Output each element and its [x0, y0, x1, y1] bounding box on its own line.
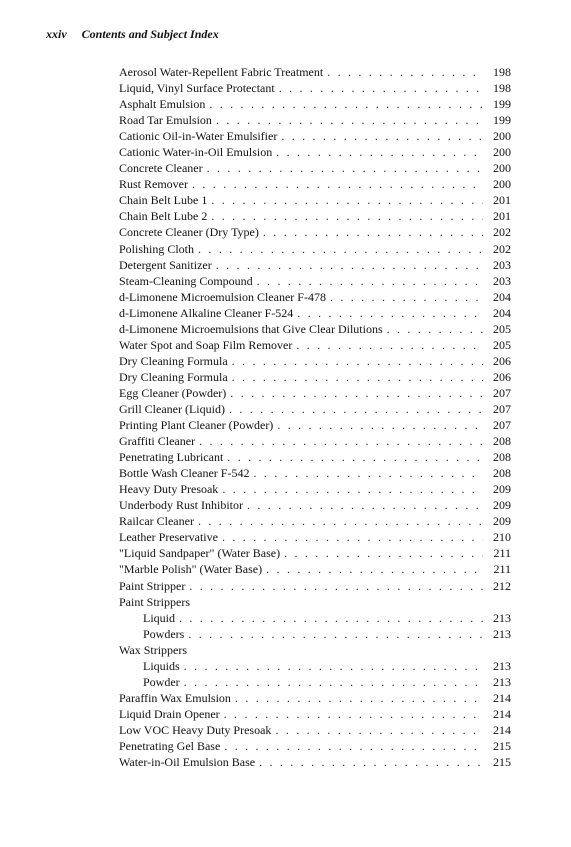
- entry-title: Low VOC Heavy Duty Presoak: [119, 722, 272, 737]
- toc-entry: [119, 706, 511, 722]
- toc-entry: [119, 241, 511, 257]
- dot-leader: [257, 273, 483, 289]
- entry-title: Paraffin Wax Emulsion: [119, 690, 231, 705]
- entry-page-number: 201: [493, 193, 511, 208]
- entry-title: Water-in-Oil Emulsion Base: [119, 755, 256, 770]
- entry-title: Powders: [143, 626, 185, 641]
- entry-page-number: 200: [493, 161, 511, 176]
- entry-page-number: 205: [493, 321, 511, 336]
- entry-page-number: 203: [493, 273, 511, 288]
- dot-leader: [227, 449, 483, 465]
- entry-title: Grill Cleaner (Liquid): [119, 401, 225, 416]
- entry-page-number: 209: [493, 498, 511, 513]
- entry-title: Leather Preservative: [119, 530, 218, 545]
- dot-leader: [253, 465, 483, 481]
- entry-page-number: 201: [493, 209, 511, 224]
- entry-title: Chain Belt Lube 1: [119, 193, 208, 208]
- entry-title: d-Limonene Microemulsions that Give Clear Dilutions: [119, 321, 383, 336]
- entry-page-number: 200: [493, 145, 511, 160]
- toc-entry: [119, 289, 511, 305]
- dot-leader: [216, 257, 483, 273]
- entry-title: "Marble Polish" (Water Base): [119, 562, 263, 577]
- entry-title: d-Limonene Microemulsion Cleaner F-478: [119, 289, 326, 304]
- entry-title: Cationic Oil-in-Water Emulsifier: [119, 129, 278, 144]
- entry-page-number: 213: [493, 658, 511, 673]
- entry-page-number: 213: [493, 610, 511, 625]
- entry-title: Paint Strippers: [119, 594, 190, 609]
- entry-page-number: 209: [493, 514, 511, 529]
- dot-leader: [259, 754, 483, 770]
- entry-page-number: 199: [493, 97, 511, 112]
- dot-leader: [284, 545, 483, 561]
- entry-page-number: 207: [493, 418, 511, 433]
- entry-page-number: 207: [493, 385, 511, 400]
- entry-page-number: 212: [493, 578, 511, 593]
- entry-page-number: 206: [493, 369, 511, 384]
- toc-entry: [119, 353, 511, 369]
- entry-title: Heavy Duty Presoak: [119, 482, 219, 497]
- toc-entry: [119, 257, 511, 273]
- toc-entry: [119, 513, 511, 529]
- entry-title: Cationic Water-in-Oil Emulsion: [119, 145, 273, 160]
- toc-entry: [119, 80, 511, 96]
- dot-leader: [229, 401, 483, 417]
- entry-title: Detergent Sanitizer: [119, 257, 212, 272]
- toc-entry: [119, 561, 511, 577]
- dot-leader: [188, 626, 483, 642]
- entry-page-number: 211: [493, 546, 511, 561]
- toc-entry: [119, 192, 511, 208]
- dot-leader: [179, 610, 483, 626]
- toc-entry: [119, 96, 511, 112]
- entry-page-number: 213: [493, 674, 511, 689]
- dot-leader: [184, 658, 483, 674]
- dot-leader: [279, 80, 483, 96]
- toc-entry: [119, 626, 511, 642]
- contents-list: [119, 64, 511, 770]
- entry-title: Railcar Cleaner: [119, 514, 194, 529]
- toc-entry: [119, 481, 511, 497]
- entry-title: Concrete Cleaner: [119, 161, 203, 176]
- toc-entry: [119, 738, 511, 754]
- toc-entry: [119, 369, 511, 385]
- entry-page-number: 205: [493, 337, 511, 352]
- entry-title: Water Spot and Soap Film Remover: [119, 337, 293, 352]
- dot-leader: [232, 369, 483, 385]
- entry-page-number: 210: [493, 530, 511, 545]
- entry-page-number: 202: [493, 225, 511, 240]
- entry-page-number: 204: [493, 289, 511, 304]
- entry-title: Penetrating Gel Base: [119, 738, 221, 753]
- entry-title: Liquid, Vinyl Surface Protectant: [119, 81, 275, 96]
- entry-title: Egg Cleaner (Powder): [119, 385, 227, 400]
- toc-entry: [119, 144, 511, 160]
- entry-title: Liquids: [143, 658, 180, 673]
- running-header: [46, 27, 219, 42]
- dot-leader: [224, 738, 483, 754]
- dot-leader: [222, 481, 483, 497]
- entry-page-number: 200: [493, 129, 511, 144]
- dot-leader: [198, 241, 483, 257]
- dot-leader: [222, 529, 483, 545]
- dot-leader: [327, 64, 483, 80]
- entry-title: Dry Cleaning Formula: [119, 353, 228, 368]
- entry-title: Asphalt Emulsion: [119, 97, 206, 112]
- entry-page-number: 208: [493, 466, 511, 481]
- dot-leader: [232, 353, 483, 369]
- toc-entry: [119, 401, 511, 417]
- dot-leader: [247, 497, 483, 513]
- dot-leader: [263, 224, 483, 240]
- entry-title: Aerosol Water-Repellent Fabric Treatment: [119, 65, 324, 79]
- entry-title: Wax Strippers: [119, 642, 188, 657]
- entry-title: Chain Belt Lube 2: [119, 209, 208, 224]
- toc-entry: [119, 497, 511, 513]
- entry-page-number: 208: [493, 434, 511, 449]
- toc-entry: [119, 208, 511, 224]
- dot-leader: [211, 208, 483, 224]
- toc-entry: [119, 305, 511, 321]
- entry-title: Penetrating Lubricant: [119, 450, 224, 465]
- toc-entry: [119, 449, 511, 465]
- toc-entry: [119, 273, 511, 289]
- toc-entry: [119, 578, 511, 594]
- dot-leader: [387, 321, 483, 337]
- dot-leader: [296, 337, 483, 353]
- toc-entry: [119, 176, 511, 192]
- toc-entry: [119, 112, 511, 128]
- toc-entry: [119, 64, 511, 80]
- dot-leader: [192, 176, 483, 192]
- entry-title: Road Tar Emulsion: [119, 113, 212, 128]
- entry-title: Polishing Cloth: [119, 241, 195, 256]
- toc-entry: [119, 722, 511, 738]
- entry-page-number: 206: [493, 353, 511, 368]
- dot-leader: [330, 289, 483, 305]
- entry-title: Concrete Cleaner (Dry Type): [119, 225, 259, 240]
- toc-entry: [119, 224, 511, 240]
- entry-title: Paint Stripper: [119, 578, 186, 593]
- entry-page-number: 198: [493, 65, 511, 79]
- dot-leader: [276, 144, 483, 160]
- entry-page-number: 214: [493, 722, 511, 737]
- toc-entry: [119, 610, 511, 626]
- entry-page-number: 203: [493, 257, 511, 272]
- dot-leader: [224, 706, 483, 722]
- entry-title: Liquid: [143, 610, 175, 625]
- dot-leader: [297, 305, 483, 321]
- dot-leader: [211, 192, 483, 208]
- toc-entry: [119, 385, 511, 401]
- dot-leader: [230, 385, 483, 401]
- entry-page-number: 207: [493, 401, 511, 416]
- entry-title: Graffiti Cleaner: [119, 434, 196, 449]
- dot-leader: [209, 96, 483, 112]
- entry-title: Dry Cleaning Formula: [119, 369, 228, 384]
- toc-entry: [119, 642, 511, 658]
- entry-page-number: 213: [493, 626, 511, 641]
- entry-page-number: 202: [493, 241, 511, 256]
- entry-title: d-Limonene Alkaline Cleaner F-524: [119, 305, 294, 320]
- dot-leader: [275, 722, 483, 738]
- toc-entry: [119, 465, 511, 481]
- toc-entry: [119, 417, 511, 433]
- toc-entry: [119, 160, 511, 176]
- toc-entry: [119, 321, 511, 337]
- dot-leader: [207, 160, 483, 176]
- entry-page-number: 200: [493, 177, 511, 192]
- entry-page-number: 215: [493, 738, 511, 753]
- entry-page-number: 214: [493, 706, 511, 721]
- toc-entry: [119, 690, 511, 706]
- entry-title: "Liquid Sandpaper" (Water Base): [119, 546, 281, 561]
- dot-leader: [277, 417, 483, 433]
- entry-title: Bottle Wash Cleaner F-542: [119, 466, 250, 481]
- entry-title: Rust Remover: [119, 177, 188, 192]
- entry-title: Printing Plant Cleaner (Powder): [119, 418, 274, 433]
- running-title: Contents and Subject Index: [81, 27, 219, 41]
- entry-title: Steam-Cleaning Compound: [119, 273, 253, 288]
- entry-title: Underbody Rust Inhibitor: [119, 498, 243, 513]
- entry-page-number: 198: [493, 81, 511, 96]
- dot-leader: [184, 674, 483, 690]
- toc-entry: [119, 433, 511, 449]
- dot-leader: [216, 112, 483, 128]
- toc-entry: [119, 674, 511, 690]
- entry-page-number: 215: [493, 755, 511, 770]
- entry-page-number: 214: [493, 690, 511, 705]
- entry-page-number: 204: [493, 305, 511, 320]
- entry-title: Liquid Drain Opener: [119, 706, 220, 721]
- entry-page-number: 199: [493, 113, 511, 128]
- toc-entry: [119, 754, 511, 770]
- toc-entry: [119, 658, 511, 674]
- page-number: xxiv: [46, 27, 67, 41]
- toc-entry: [119, 545, 511, 561]
- entry-page-number: 208: [493, 450, 511, 465]
- dot-leader: [235, 690, 483, 706]
- toc-entry: [119, 128, 511, 144]
- dot-leader: [199, 433, 483, 449]
- toc-entry: [119, 594, 511, 610]
- dot-leader: [189, 578, 483, 594]
- toc-entry: [119, 337, 511, 353]
- dot-leader: [198, 513, 483, 529]
- dot-leader: [266, 561, 483, 577]
- entry-page-number: 209: [493, 482, 511, 497]
- dot-leader: [281, 128, 483, 144]
- entry-title: Powder: [143, 674, 180, 689]
- toc-entry: [119, 529, 511, 545]
- entry-page-number: 211: [493, 562, 511, 577]
